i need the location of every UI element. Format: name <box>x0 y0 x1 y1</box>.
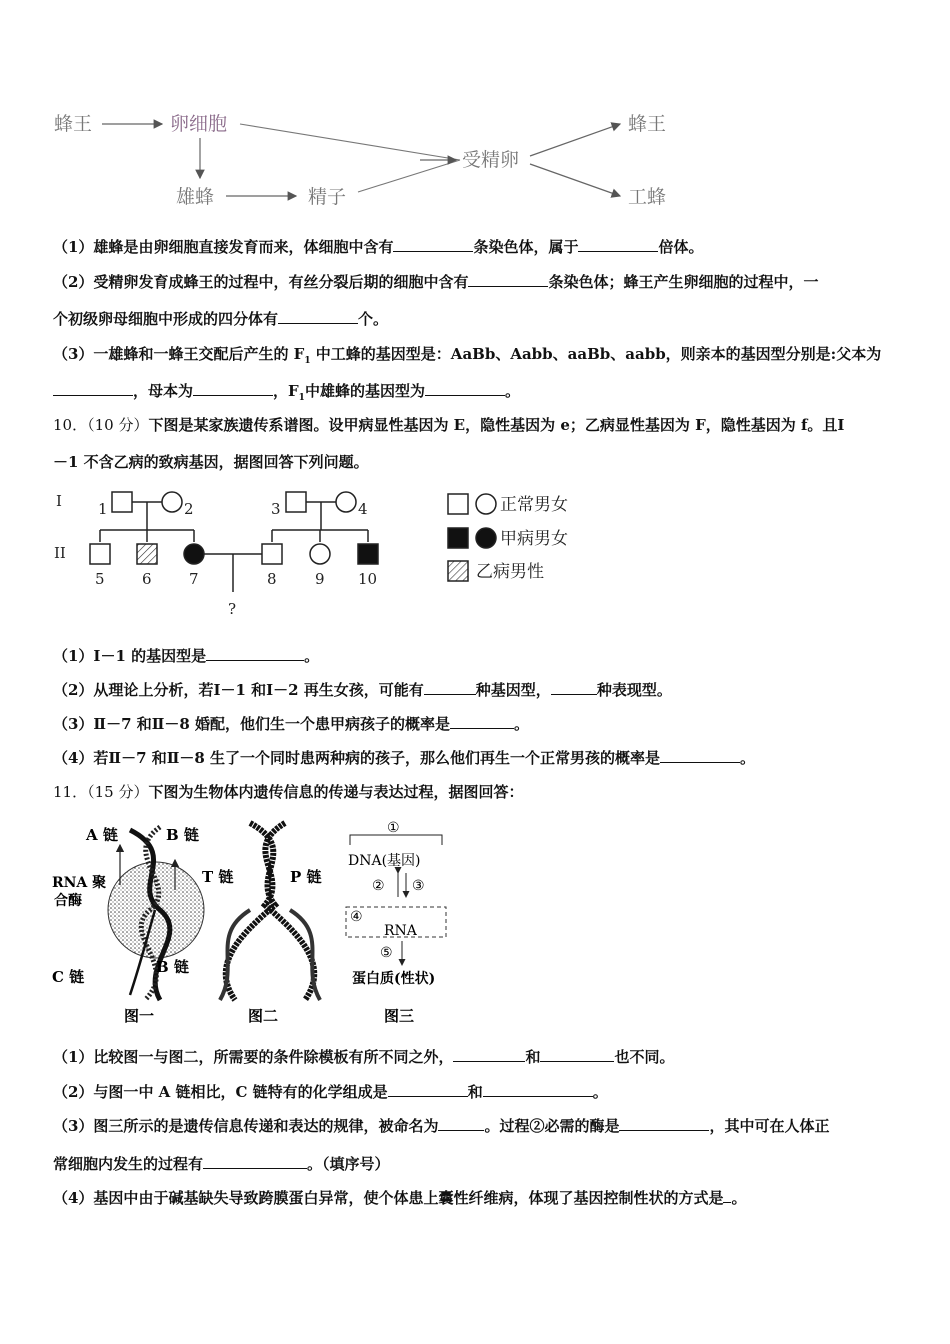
q11-part4: （4）基因中由于碱基缺失导致跨膜蛋白异常，使个体患上囊性纤维病，体现了基因控制性状的方式是 。 <box>53 1189 747 1207</box>
sperm-label: 精子 <box>308 186 347 208</box>
egg-label: 卵细胞 <box>170 113 228 135</box>
unknown-child: ? <box>228 600 237 618</box>
question-score: （10 分） <box>87 416 149 434</box>
gene-expression-figures <box>50 815 470 1030</box>
worker-label: 工蜂 <box>628 186 667 208</box>
answer-blank[interactable] <box>278 310 358 324</box>
question-score: （15 分） <box>87 783 149 801</box>
fig1-rna-polymerase-2: 合酶 <box>54 893 82 909</box>
q10-part4: （4）若Ⅱ－7 和Ⅱ－8 生了一个同时患两种病的孩子，那么他们再生一个正常男孩的概率是 。 <box>53 749 756 767</box>
generation-label-1: I <box>56 492 62 510</box>
answer-blank[interactable] <box>450 715 514 729</box>
fig3-process-3: ③ <box>412 878 425 894</box>
label-3: 3 <box>271 500 281 518</box>
answer-blank[interactable] <box>483 1083 593 1097</box>
bee-reproduction-diagram <box>40 100 700 215</box>
answer-blank[interactable] <box>578 238 658 252</box>
fig1-rna-polymerase-1: RNA 聚 <box>52 875 107 891</box>
fig1-b-chain-top: B 链 <box>166 826 199 844</box>
q10-part3: （3）Ⅱ－7 和Ⅱ－8 婚配，他们生一个患甲病孩子的概率是 。 <box>53 715 530 733</box>
fig3-protein: 蛋白质(性状) <box>352 971 436 987</box>
individual-10-male-disease-a <box>358 544 378 564</box>
q10-stem-line2: －1 不含乙病的致病基因，据图回答下列问题。 <box>53 453 369 471</box>
answer-blank[interactable] <box>468 273 548 287</box>
answer-blank[interactable] <box>393 238 473 252</box>
fig3-process-1: ① <box>387 820 400 836</box>
answer-blank[interactable] <box>551 681 597 695</box>
q11-stem: 11．（15 分）下图为生物体内遗传信息的传递与表达过程，据图回答： <box>53 783 524 801</box>
answer-blank[interactable] <box>453 1048 525 1062</box>
fig3-process-5: ⑤ <box>380 945 393 961</box>
question-number: 11． <box>53 783 88 801</box>
queen-label-right: 蜂王 <box>628 113 667 135</box>
drone-label: 雄蜂 <box>176 186 215 208</box>
q11-part2: （2）与图一中 A 链相比，C 链特有的化学组成是 和 。 <box>53 1083 608 1101</box>
fig3-caption: 图三 <box>384 1007 415 1025</box>
fig1-caption: 图一 <box>124 1007 155 1025</box>
q9-part3-line2: ，母本为 ，$F_1$中雄蜂的基因型为 。 <box>53 380 520 403</box>
answer-blank[interactable] <box>660 749 740 763</box>
fig2-p-chain: P 链 <box>290 868 322 886</box>
legend-normal: 正常男女 <box>500 495 568 515</box>
label-9: 9 <box>315 570 325 588</box>
individual-6-male-disease-b <box>137 544 157 564</box>
individual-2-female <box>162 492 182 512</box>
fig3-process-2: ② <box>372 878 385 894</box>
answer-blank[interactable] <box>619 1117 709 1131</box>
label-8: 8 <box>267 570 277 588</box>
label-10: 10 <box>358 570 378 588</box>
label-6: 6 <box>142 570 152 588</box>
fig1-b-chain-bottom: B 链 <box>156 958 189 976</box>
individual-8-male <box>262 544 282 564</box>
label-7: 7 <box>189 570 199 588</box>
figure-2-replication <box>202 823 322 1025</box>
fig2-t-chain: T 链 <box>202 868 234 886</box>
individual-4-female <box>336 492 356 512</box>
q9-part2-line1: （2）受精卵发育成蜂王的过程中，有丝分裂后期的细胞中含有 条染色体；蜂王产生卵细胞的过程中，一 <box>53 273 819 291</box>
question-number: 10． <box>53 416 88 434</box>
q11-part3-line2: 常细胞内发生的过程有 。（填序号） <box>53 1155 390 1173</box>
q9-part2-line2: 个初级卵母细胞中形成的四分体有 个。 <box>53 310 389 328</box>
fig3-dna: DNA(基因) <box>348 853 421 869</box>
answer-blank[interactable] <box>388 1083 468 1097</box>
figure-3-central-dogma <box>346 820 446 1025</box>
fig1-a-chain: A 链 <box>86 826 118 844</box>
q10-part2: （2）从理论上分析，若Ⅰ－1 和Ⅰ－2 再生女孩，可能有 种基因型， 种表现型。 <box>53 681 672 699</box>
q9-part1: （1）雄蜂是由卵细胞直接发育而来，体细胞中含有 条染色体，属于 倍体。 <box>53 238 704 256</box>
fig1-c-chain: C 链 <box>52 968 85 986</box>
fig3-rna: RNA <box>384 923 417 939</box>
answer-blank[interactable] <box>438 1117 484 1131</box>
label-4: 4 <box>358 500 368 518</box>
individual-9-female <box>310 544 330 564</box>
answer-blank[interactable] <box>540 1048 614 1062</box>
figure-1-transcription <box>52 826 204 1025</box>
q11-part3-line1: （3）图三所示的是遗传信息传递和表达的规律，被命名为 。过程②必需的酶是 ，其中可在人体正 <box>53 1117 830 1135</box>
answer-blank[interactable] <box>193 382 273 396</box>
answer-blank[interactable] <box>203 1155 307 1169</box>
individual-5-male <box>90 544 110 564</box>
legend-disease-a: 甲病男女 <box>500 529 568 549</box>
label-5: 5 <box>95 570 105 588</box>
zygote-label: 受精卵 <box>462 149 520 171</box>
answer-blank[interactable] <box>424 681 476 695</box>
queen-label-left: 蜂王 <box>54 113 93 135</box>
fig2-caption: 图二 <box>248 1007 279 1025</box>
pedigree-chart <box>50 484 590 624</box>
individual-3-male <box>286 492 306 512</box>
legend-disease-b: 乙病男性 <box>476 562 544 582</box>
q10-stem-line1: 10．（10 分）下图是某家族遗传系谱图。设甲病显性基因为 E，隐性基因为 e；乙病显性基因为 F，隐性基因为 f。且Ⅰ <box>53 416 845 434</box>
label-2: 2 <box>184 500 194 518</box>
individual-1-male <box>112 492 132 512</box>
answer-blank[interactable] <box>425 382 505 396</box>
answer-blank[interactable] <box>206 647 304 661</box>
q9-part3-line1: （3）一雄蜂和一蜂王交配后产生的 $F_1$ 中工蜂的基因型是：AaBb、Aabb、aaBb、aabb，则亲本的基因型分别是:父本为 <box>53 345 882 366</box>
generation-label-2: II <box>54 544 66 562</box>
q10-part1: （1）Ⅰ－1 的基因型是 。 <box>53 647 320 665</box>
fig3-process-4: ④ <box>350 909 363 925</box>
individual-7-female-disease-a <box>184 544 204 564</box>
q11-part1: （1）比较图一与图二，所需要的条件除模板有所不同之外， 和 也不同。 <box>53 1048 675 1066</box>
label-1: 1 <box>98 500 108 518</box>
answer-blank[interactable] <box>53 382 133 396</box>
